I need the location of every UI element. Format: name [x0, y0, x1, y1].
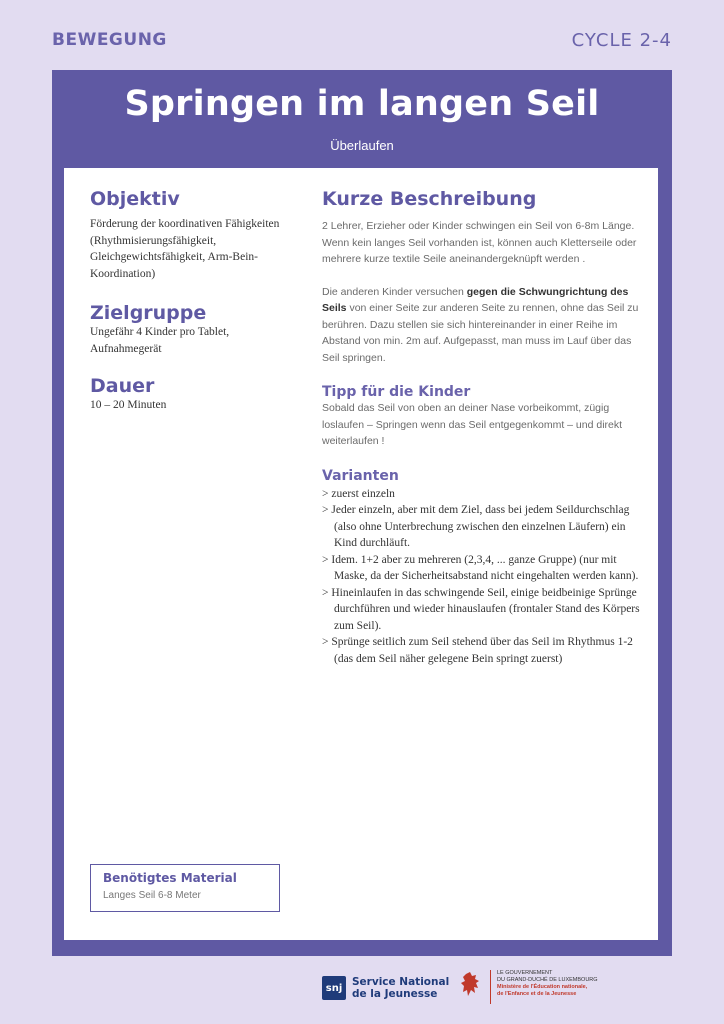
- content-card: [64, 168, 658, 940]
- government-text: [497, 970, 598, 998]
- list-item: > Sprünge seitlich zum Seil stehend über das Seil im Rhythmus 1-2 (das dem Seil näher gelegene Bein springt zuerst): [322, 634, 642, 667]
- material-heading: Benötigtes Material: [103, 871, 237, 885]
- left-column: [90, 188, 300, 428]
- material-text: Langes Seil 6-8 Meter: [103, 890, 201, 901]
- right-column: [322, 188, 642, 667]
- list-item: > Hineinlaufen in das schwingende Seil, einige beidbeinige Sprünge durchführen und wieder hinauslaufen (frontaler Stand des Körpers zum Seil).: [322, 585, 642, 635]
- beschreibung-p2-bold: gegen die Schwungrichtung des Seils: [322, 285, 629, 314]
- snj-text: [352, 976, 449, 1000]
- beschreibung-paragraph-2: [322, 284, 642, 367]
- list-item: > zuerst einzeln: [322, 486, 642, 503]
- objektiv-heading: Objektiv: [90, 188, 180, 210]
- list-item: > Jeder einzeln, aber mit dem Ziel, dass bei jedem Seildurchschlag (also ohne Unterbrechung zwischen den einzelnen Läufern) ein Kind durchläuft.: [322, 502, 642, 552]
- page-title: Springen im langen Seil: [124, 84, 600, 124]
- beschreibung-p2-end: von einer Seite zur anderen Seite zu rennen, ohne das Seil zu berühren. Dazu stellen sie sich hintereinander in einer Reihe im Abstand von min. 2m auf. Aufgepasst, man muss im Lauf über das Seil springen.: [322, 302, 639, 364]
- beschreibung-paragraph-1: 2 Lehrer, Erzieher oder Kinder schwingen ein Seil von 6-8m Länge. Wenn kein langes Seil vorhanden ist, können auch Kletterseile oder mehrere kurze textile Seile aneinandergeknüpft werden .: [322, 220, 637, 265]
- zielgruppe-text: Ungefähr 4 Kinder pro Tablet, Aufnahmegerät: [90, 326, 230, 355]
- dauer-heading: Dauer: [90, 375, 155, 397]
- cycle-label: CYCLE 2-4: [571, 30, 672, 51]
- snj-logo: [322, 976, 449, 1000]
- snj-mark-icon: snj: [322, 976, 346, 1000]
- varianten-list: [322, 486, 642, 668]
- objektiv-text: Förderung der koordinativen Fähigkeiten (Rhythmisierungsfähigkeit, Gleichgewichtsfähigkeit, Arm-Bein-Koordination): [90, 218, 280, 280]
- red-lion-icon: [458, 970, 484, 1000]
- category-label: BEWEGUNG: [52, 30, 167, 50]
- zielgruppe-section: [90, 302, 300, 357]
- objektiv-section: [90, 188, 300, 282]
- beschreibung-p2-start: Die anderen Kinder versuchen: [322, 285, 467, 298]
- tipp-text: Sobald das Seil von oben an deiner Nase vorbeikommt, zügig loslaufen – Springen wenn das Seil entgegenkommt – und direkt weiterlaufen !: [322, 402, 623, 447]
- content-frame: [52, 70, 672, 956]
- dauer-section: [90, 375, 300, 414]
- gov-line-2: DU GRAND-DUCHÉ DE LUXEMBOURG: [497, 977, 598, 983]
- zielgruppe-heading: Zielgruppe: [90, 302, 207, 324]
- gov-line-1: LE GOUVERNEMENT: [497, 970, 553, 976]
- gov-line-4: de l'Enfance et de la Jeunesse: [497, 991, 577, 997]
- snj-line-2: de la Jeunesse: [352, 988, 438, 1000]
- government-logo: [458, 970, 598, 1004]
- material-box: [90, 864, 280, 912]
- gov-line-3: Ministère de l'Éducation nationale,: [497, 984, 588, 990]
- dauer-text: 10 – 20 Minuten: [90, 399, 167, 411]
- logo-divider: [490, 970, 491, 1004]
- tipp-heading: Tipp für die Kinder: [322, 384, 471, 400]
- page-subtitle: Überlaufen: [330, 138, 394, 153]
- snj-line-1: Service National: [352, 976, 450, 988]
- beschreibung-heading: Kurze Beschreibung: [322, 188, 537, 210]
- list-item: > Idem. 1+2 aber zu mehreren (2,3,4, ... ganze Gruppe) (nur mit Maske, da der Sicherheitsabstand nicht eingehalten werden kann).: [322, 552, 642, 585]
- varianten-heading: Varianten: [322, 467, 399, 484]
